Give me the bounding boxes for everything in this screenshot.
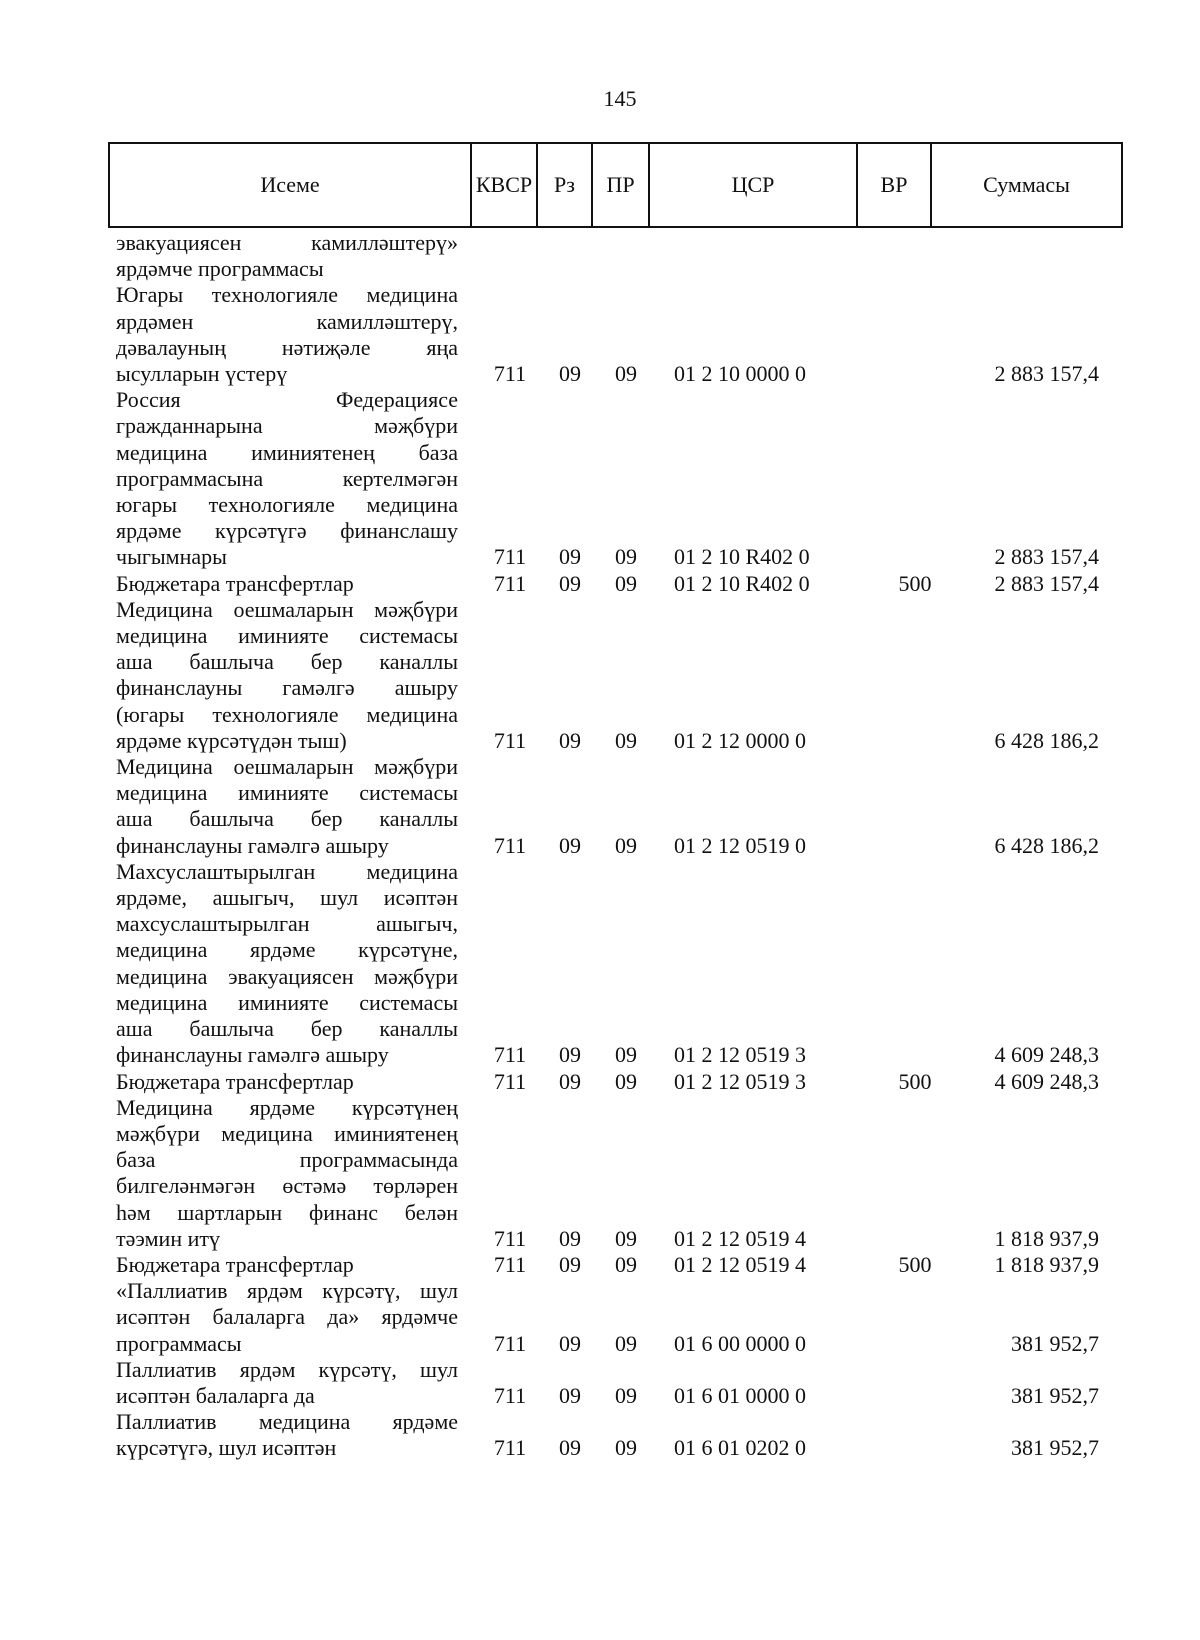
cell-name [116,387,458,570]
name-line: Медицина оешмаларын мәҗбүри [116,596,458,622]
cell-kvsr: 711 [493,1382,527,1408]
cell-name [116,230,458,282]
name-line: ысулларын үстерү [116,361,288,387]
cell-csr: 01 2 12 0519 3 [674,1068,806,1094]
name-line: билгеләнмәгән өстәмә төрләрен [116,1173,458,1199]
table-row [116,230,1116,282]
header-rz: Рз [538,144,593,226]
cell-sum: 2 883 157,4 [994,361,1099,387]
page-number: 145 [603,86,637,111]
name-line: (югары технологияле медицина [116,701,458,727]
cell-csr: 01 2 12 0519 3 [674,1042,806,1068]
cell-rz: 09 [559,1251,581,1277]
name-line: Махсуслаштырылган медицина [116,858,458,884]
name-line: медицина иминияте системасы [116,780,458,806]
cell-rz: 09 [559,361,581,387]
cell-rz: 09 [559,727,581,753]
table-row [116,571,1116,597]
cell-sum: 381 952,7 [1011,1330,1099,1356]
cell-pr: 09 [615,1251,637,1277]
name-line: программасына кертелмәгән [116,465,458,491]
cell-sum: 6 428 186,2 [994,727,1099,753]
table-row [116,859,1116,1069]
header-kvsr: КВСР [472,144,538,226]
cell-rz: 09 [559,832,581,858]
cell-name [116,754,458,859]
cell-csr: 01 6 01 0202 0 [674,1435,806,1461]
cell-name [116,859,458,1069]
name-line: база программасында [116,1147,458,1173]
cell-pr: 09 [615,1382,637,1408]
cell-sum: 6 428 186,2 [994,832,1099,858]
cell-csr: 01 2 12 0519 0 [674,832,806,858]
cell-pr: 09 [615,1225,637,1251]
cell-rz: 09 [559,1042,581,1068]
cell-csr: 01 2 12 0519 4 [674,1251,806,1277]
name-line: эвакуациясен камилләштерү» [116,230,458,255]
cell-rz: 09 [559,1068,581,1094]
cell-csr: 01 2 10 0000 0 [674,361,806,387]
name-line: махсуслаштырылган ашыгыч, [116,911,458,937]
header-name: Исеме [110,144,472,226]
name-line: медицина иминияте системасы [116,623,458,649]
name-line: һәм шартларын финанс белән [116,1199,458,1225]
cell-pr: 09 [615,1042,637,1068]
header-vr: ВР [858,144,932,226]
name-line: тәэмин итү [116,1225,220,1251]
cell-pr: 09 [615,544,637,570]
name-line: медицина эвакуациясен мәҗбүри [116,963,458,989]
name-line: Паллиатив медицина ярдәме [116,1409,458,1435]
name-line: финанслауны гамәлгә ашыру [116,832,389,858]
cell-csr: 01 6 01 0000 0 [674,1382,806,1408]
cell-name [116,597,458,754]
table-row [116,1252,1116,1278]
name-line: финанслауны гамәлгә ашыру [116,1042,389,1068]
cell-sum: 2 883 157,4 [994,570,1099,596]
name-line: Бюджетара трансфертлар [116,570,354,596]
name-line: Россия Федерациясе [116,387,458,413]
cell-sum: 1 818 937,9 [994,1251,1099,1277]
table-row [116,754,1116,859]
cell-pr: 09 [615,1068,637,1094]
name-line: чыгымнары [116,544,227,570]
name-line: ярдәме күрсәтүдән тыш) [116,727,347,753]
cell-pr: 09 [615,1330,637,1356]
table-row [116,1357,1116,1409]
name-line: мәҗбүри медицина иминиятенең [116,1120,458,1146]
cell-name [116,1252,458,1278]
name-line: аша башлыча бер каналлы [116,806,458,832]
cell-sum: 4 609 248,3 [994,1042,1099,1068]
name-line: исәптән балаларга да [116,1382,315,1408]
header-sum: Суммасы [983,172,1070,197]
cell-kvsr: 711 [493,832,527,858]
cell-kvsr: 711 [493,727,527,753]
cell-csr: 01 2 10 R402 0 [674,570,810,596]
header-csr: ЦСР [650,144,858,226]
cell-rz: 09 [559,570,581,596]
name-line: ярдәме, ашыгыч, шул исәптән [116,885,458,911]
name-line: Югары технологияле медицина [116,282,458,308]
name-line: медицина иминияте системасы [116,989,458,1015]
cell-vr: 500 [898,1068,932,1094]
name-line: программасы [116,1330,242,1356]
cell-pr: 09 [615,570,637,596]
name-line: «Паллиатив ярдәм күрсәтү, шул [116,1278,458,1304]
cell-rz: 09 [559,1330,581,1356]
cell-sum: 4 609 248,3 [994,1068,1099,1094]
cell-kvsr: 711 [493,1042,527,1068]
cell-pr: 09 [615,727,637,753]
name-line: финанслауны гамәлгә ашыру [116,675,458,701]
cell-rz: 09 [559,1435,581,1461]
cell-kvsr: 711 [493,1330,527,1356]
cell-kvsr: 711 [493,1435,527,1461]
cell-sum: 381 952,7 [1011,1382,1099,1408]
name-line: ярдәмче программасы [116,256,324,282]
cell-sum: 1 818 937,9 [994,1225,1099,1251]
name-line: Паллиатив ярдәм күрсәтү, шул [116,1356,458,1382]
cell-name [116,1069,458,1095]
cell-name [116,1278,458,1357]
cell-csr: 01 2 12 0519 4 [674,1225,806,1251]
cell-kvsr: 711 [493,544,527,570]
name-line: медицина иминиятенең база [116,439,458,465]
cell-csr: 01 2 12 0000 0 [674,727,806,753]
name-line: югары технологияле медицина [116,492,458,518]
cell-pr: 09 [615,1435,637,1461]
cell-rz: 09 [559,1382,581,1408]
cell-kvsr: 711 [493,1225,527,1251]
cell-csr: 01 6 00 0000 0 [674,1330,806,1356]
cell-pr: 09 [615,361,637,387]
name-line: күрсәтүгә, шул исәптән [116,1435,337,1461]
cell-kvsr: 711 [493,1068,527,1094]
cell-sum: 381 952,7 [1011,1435,1099,1461]
cell-name [116,1095,458,1252]
cell-rz: 09 [559,544,581,570]
table-row [116,1095,1116,1252]
cell-pr: 09 [615,832,637,858]
name-line: Медицина оешмаларын мәҗбүри [116,754,458,780]
name-line: медицина ярдәме күрсәтүне, [116,937,458,963]
cell-kvsr: 711 [493,1251,527,1277]
cell-kvsr: 711 [493,570,527,596]
table-row [116,597,1116,754]
table-header [108,142,1123,228]
cell-name [116,1409,458,1461]
name-line: гражданнарына мәҗбүри [116,413,458,439]
cell-csr: 01 2 10 R402 0 [674,544,810,570]
table-row [116,1278,1116,1357]
name-line: ярдәме күрсәтүгә финанслашу [116,518,458,544]
cell-sum: 2 883 157,4 [994,544,1099,570]
table-row [116,1409,1116,1461]
name-line: Бюджетара трансфертлар [116,1251,354,1277]
table-row [116,387,1116,570]
table-row [116,282,1116,387]
name-line: Бюджетара трансфертлар [116,1068,354,1094]
name-line: исәптән балаларга да» ярдәмче [116,1304,458,1330]
header-pr: ПР [593,144,650,226]
name-line: Медицина ярдәме күрсәтүнең [116,1094,458,1120]
cell-vr: 500 [898,570,932,596]
name-line: дәвалауның нәтиҗәле яңа [116,334,458,360]
table-body [116,230,1116,1462]
cell-rz: 09 [559,1225,581,1251]
table-row [116,1069,1116,1095]
cell-kvsr: 711 [493,361,527,387]
cell-name [116,1357,458,1409]
name-line: ярдәмен камилләштерү, [116,308,458,334]
name-line: аша башлыча бер каналлы [116,649,458,675]
cell-vr: 500 [898,1251,932,1277]
name-line: аша башлыча бер каналлы [116,1016,458,1042]
cell-name [116,571,458,597]
cell-name [116,282,458,387]
